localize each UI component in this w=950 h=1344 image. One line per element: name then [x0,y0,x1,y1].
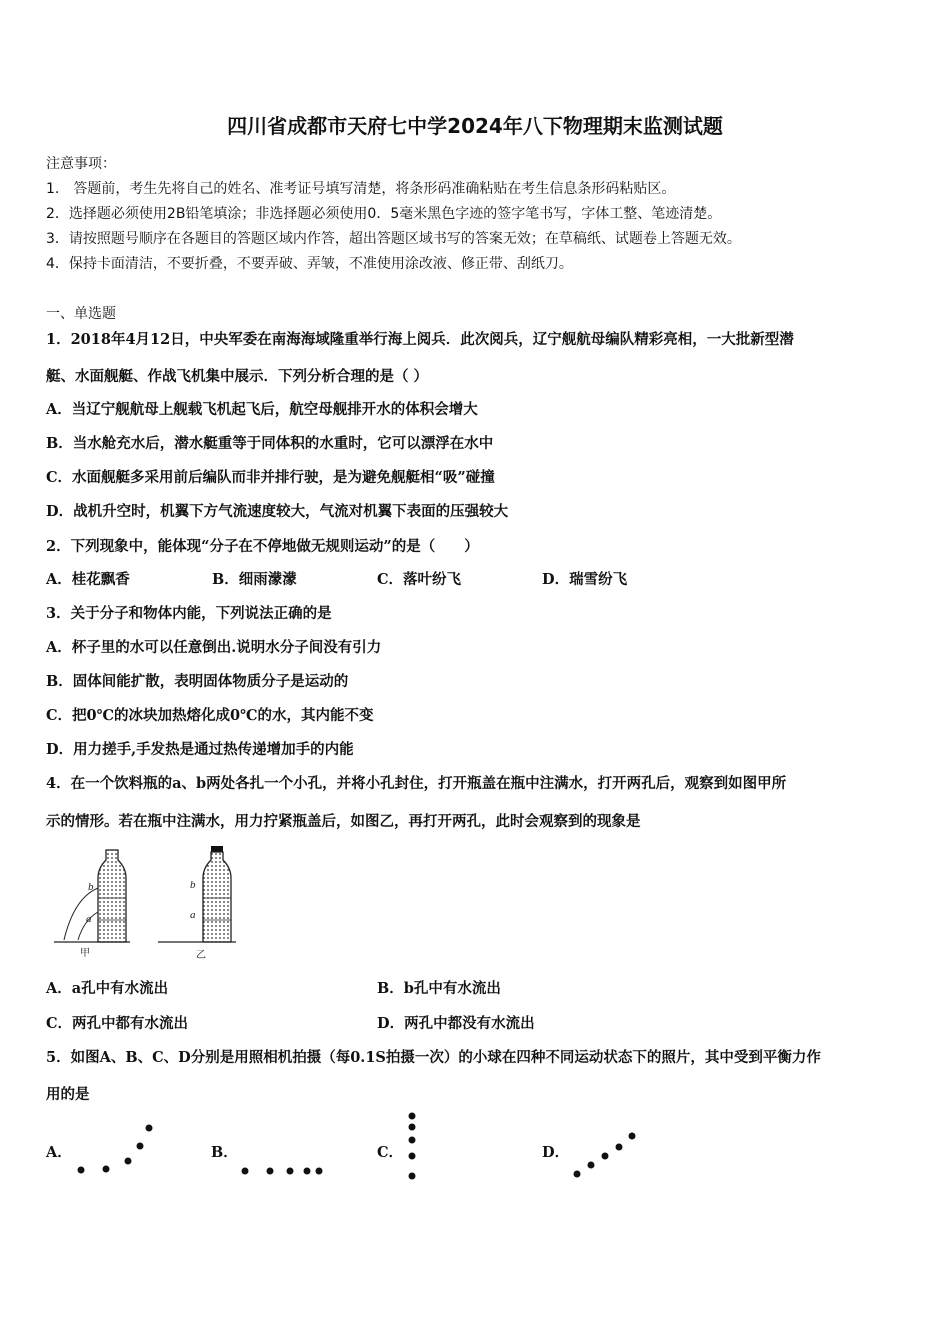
caption-yi: 乙 [196,950,206,961]
q1-option-a: A．当辽宁舰航母上舰载飞机起飞后，航空母舰排开水的体积会增大 [46,401,478,418]
motion-figure-a [70,1115,160,1185]
q4-option-d: D．两孔中都没有水流出 [377,1015,535,1032]
q5-option-b: B． [211,1144,238,1161]
notice-item: 3．请按照题号顺序在各题目的答题区域内作答，超出答题区域书写的答案无效；在草稿纸、试题卷上答题无效。 [46,231,741,247]
label-a-jia: a [86,913,92,925]
ball-dot [267,1168,274,1175]
q5-stem: 5．如图A、B、C、D分别是用照相机拍摄（每0.1S拍摄一次）的小球在四种不同运动状态下的照片，其中受到平衡力作 [46,1049,821,1066]
q4-stem-cont: 示的情形。若在瓶中注满水，用力拧紧瓶盖后，如图乙，再打开两孔，此时会观察到的现象是 [46,813,641,830]
motion-figure-d [565,1120,645,1185]
page-title: 四川省成都市天府七中学2024年八下物理期末监测试题 [227,114,723,138]
ball-dot [304,1168,311,1175]
ball-dot [574,1171,581,1178]
q5-option-d: D． [542,1144,570,1161]
q1-stem: 1．2018年4月12日，中央军委在南海海域隆重举行海上阅兵．此次阅兵，辽宁舰航母编队精彩亮相，一大批新型潜 [46,331,794,348]
q3-stem: 3．关于分子和物体内能，下列说法正确的是 [46,605,332,622]
ball-dot [602,1153,609,1160]
q1-option-b: B．当水舱充水后，潜水艇重等于同体积的水重时，它可以漂浮在水中 [46,435,494,452]
bottle-yi [158,846,236,961]
q3-option-b: B．固体间能扩散，表明固体物质分子是运动的 [46,673,349,690]
ball-dot [137,1143,144,1150]
ball-dot [103,1166,110,1173]
q3-option-d: D．用力搓手,手发热是通过热传递增加手的内能 [46,741,354,758]
ball-dot [242,1168,249,1175]
q1-stem-cont: 艇、水面舰艇、作战飞机集中展示．下列分析合理的是（ ） [46,368,429,385]
ball-dot [629,1133,636,1140]
ball-dot [316,1168,323,1175]
ball-dot [409,1124,416,1131]
label-b-yi: b [190,879,196,891]
ball-dot [588,1162,595,1169]
ball-dot [409,1113,416,1120]
ball-dot [78,1167,85,1174]
q3-option-c: C．把0℃的冰块加热熔化成0℃的水，其内能不变 [46,707,374,724]
q3-option-a: A．杯子里的水可以任意倒出.说明水分子间没有引力 [46,639,382,656]
ball-dot [287,1168,294,1175]
q2-option-c: C．落叶纷飞 [377,571,462,588]
q2-option-a: A．桂花飘香 [46,571,130,588]
q4-stem: 4．在一个饮料瓶的a、b两处各扎一个小孔，并将小孔封住，打开瓶盖在瓶中注满水，打开两孔后，观察到如图甲所 [46,775,787,792]
section-heading: 一、单选题 [46,306,116,322]
bottle-cap [211,846,223,852]
motion-figure-c [395,1105,430,1190]
q4-option-c: C．两孔中都有水流出 [46,1015,189,1032]
ball-dot [616,1144,623,1151]
label-a-yi: a [190,909,196,921]
ball-dot [409,1153,416,1160]
notice-item: 4．保持卡面清洁，不要折叠，不要弄破、弄皱，不准使用涂改液、修正带、刮纸刀。 [46,256,573,272]
q4-option-b: B．b孔中有水流出 [377,980,501,997]
bottle-figure [50,840,250,965]
q2-stem: 2．下列现象中，能体现“分子在不停地做无规则运动”的是（ ） [46,538,479,555]
q5-option-c: C． [377,1144,404,1161]
q5-stem-cont: 用的是 [46,1086,90,1103]
caption-jia: 甲 [80,948,90,959]
bottle-jia [54,850,130,959]
q1-option-d: D．战机升空时，机翼下方气流速度较大，气流对机翼下表面的压强较大 [46,503,509,520]
ball-dot [146,1125,153,1132]
q2-option-b: B．细雨濛濛 [212,571,297,588]
ball-dot [409,1137,416,1144]
notice-item: 2．选择题必须使用2B铅笔填涂；非选择题必须使用0．5毫米黑色字迹的签字笔书写，字体工整、笔迹清楚。 [46,206,722,222]
notice-heading: 注意事项： [46,156,116,172]
ball-dot [125,1158,132,1165]
q4-option-a: A．a孔中有水流出 [46,980,169,997]
q1-option-c: C．水面舰艇多采用前后编队而非并排行驶，是为避免舰艇相“吸”碰撞 [46,469,495,486]
label-b-jia: b [88,881,94,893]
ball-dot [409,1173,416,1180]
q5-option-a: A． [46,1144,72,1161]
q2-option-d: D．瑞雪纷飞 [542,571,628,588]
motion-figure-b [235,1115,330,1185]
notice-item: 1. 答题前，考生先将自己的姓名、准考证号填写清楚，将条形码准确粘贴在考生信息条形码粘贴区。 [46,181,676,197]
